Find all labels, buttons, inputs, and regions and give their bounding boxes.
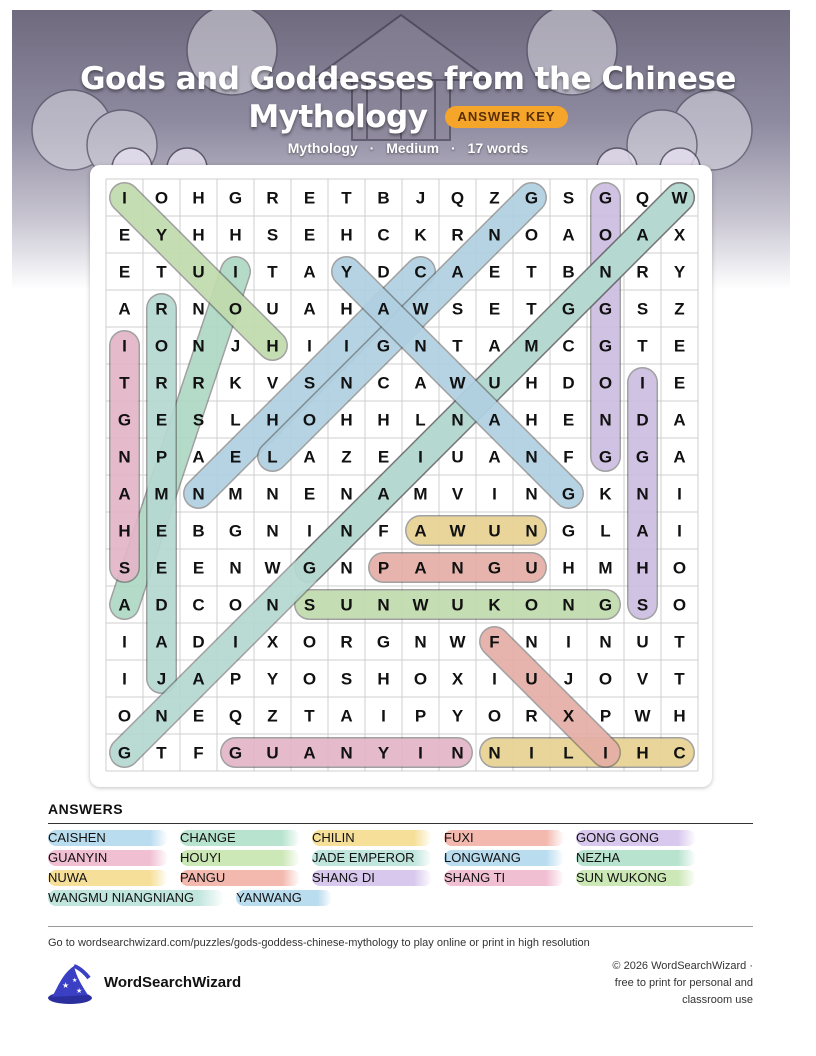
grid-letter: N bbox=[266, 484, 279, 504]
grid-letter: U bbox=[636, 632, 649, 652]
grid-letter: I bbox=[677, 484, 682, 504]
grid-letter: F bbox=[378, 521, 389, 541]
grid-letter: E bbox=[192, 706, 205, 726]
grid-letter: I bbox=[122, 336, 127, 356]
grid-letter: Y bbox=[266, 669, 279, 689]
grid-letter: M bbox=[524, 336, 539, 356]
grid-letter: I bbox=[418, 447, 423, 467]
grid-letter: A bbox=[414, 521, 427, 541]
grid-letter: S bbox=[340, 669, 353, 689]
grid-letter: A bbox=[118, 299, 131, 319]
grid-letter: V bbox=[636, 669, 649, 689]
grid-letter: T bbox=[341, 188, 352, 208]
grid-letter: G bbox=[228, 743, 243, 763]
grid-letter: G bbox=[598, 336, 613, 356]
grid-letter: A bbox=[303, 262, 316, 282]
grid-letter: G bbox=[598, 447, 613, 467]
grid-letter: U bbox=[451, 595, 464, 615]
grid-letter: W bbox=[671, 188, 688, 208]
grid-letter: N bbox=[377, 595, 390, 615]
grid-letter: S bbox=[636, 299, 649, 319]
grid-letter: G bbox=[561, 299, 576, 319]
grid-letter: P bbox=[229, 669, 242, 689]
grid-letter: O bbox=[228, 299, 243, 319]
grid-letter: O bbox=[598, 373, 613, 393]
grid-letter: U bbox=[525, 558, 538, 578]
grid-letter: P bbox=[414, 706, 427, 726]
answer-word: JADE EMPEROR bbox=[312, 850, 432, 866]
grid-letter: H bbox=[340, 225, 353, 245]
grid-letter: T bbox=[452, 336, 463, 356]
grid-letter: P bbox=[377, 558, 390, 578]
grid-letter: H bbox=[266, 410, 279, 430]
grid-letter: N bbox=[636, 484, 649, 504]
grid-letter: H bbox=[525, 410, 538, 430]
answer-word: WANGMU NIANGNIANG bbox=[48, 890, 224, 906]
grid-letter: I bbox=[418, 743, 423, 763]
grid-letter: G bbox=[487, 558, 502, 578]
copyright-line: © 2026 WordSearchWizard · bbox=[612, 960, 753, 972]
grid-letter: C bbox=[377, 225, 390, 245]
grid-letter: N bbox=[340, 558, 353, 578]
grid-letter: O bbox=[302, 669, 317, 689]
grid-letter: C bbox=[562, 336, 575, 356]
grid-letter: Y bbox=[340, 262, 353, 282]
grid-letter: A bbox=[340, 706, 353, 726]
grid-letter: O bbox=[154, 188, 169, 208]
grid-letter: C bbox=[377, 373, 390, 393]
grid-letter: E bbox=[229, 447, 242, 467]
grid-letter: G bbox=[376, 336, 391, 356]
grid-letter: N bbox=[192, 484, 205, 504]
title-line-1: Gods and Goddesses from the Chinese bbox=[80, 61, 736, 97]
grid-letter: S bbox=[636, 595, 649, 615]
grid-letter: A bbox=[118, 595, 131, 615]
grid-letter: R bbox=[451, 225, 464, 245]
grid-letter: I bbox=[344, 336, 349, 356]
grid-letter: U bbox=[340, 595, 353, 615]
grid-letter: T bbox=[156, 262, 167, 282]
grid-letter: O bbox=[672, 595, 687, 615]
grid-letter: Z bbox=[267, 706, 278, 726]
grid-letter: M bbox=[154, 484, 169, 504]
grid-letter: N bbox=[525, 484, 538, 504]
grid-letter: T bbox=[267, 262, 278, 282]
grid-letter: M bbox=[598, 558, 613, 578]
grid-letter: G bbox=[117, 410, 132, 430]
grid-letter: A bbox=[377, 484, 390, 504]
grid-letter: A bbox=[451, 262, 464, 282]
grid-letter: A bbox=[673, 447, 686, 467]
grid-letter: G bbox=[376, 632, 391, 652]
grid-letter: S bbox=[303, 595, 316, 615]
grid-letter: N bbox=[525, 632, 538, 652]
grid-letter: N bbox=[118, 447, 131, 467]
grid-letter: T bbox=[304, 706, 315, 726]
grid-letter: O bbox=[154, 336, 169, 356]
grid-letter: Z bbox=[341, 447, 352, 467]
grid-letter: T bbox=[526, 299, 537, 319]
grid-letter: B bbox=[377, 188, 390, 208]
grid-letter: U bbox=[488, 373, 501, 393]
grid-letter: H bbox=[229, 225, 242, 245]
answer-word: CHILIN bbox=[312, 830, 432, 846]
grid-letter: E bbox=[155, 410, 168, 430]
grid-letter: G bbox=[524, 188, 539, 208]
grid-letter: E bbox=[673, 373, 686, 393]
grid-letter: J bbox=[230, 336, 241, 356]
grid-letter: A bbox=[192, 669, 205, 689]
grid-letter: T bbox=[119, 373, 130, 393]
grid-letter: N bbox=[192, 299, 205, 319]
answer-key-badge: ANSWER KEY bbox=[445, 106, 567, 128]
grid-letter: J bbox=[563, 669, 574, 689]
grid-letter: G bbox=[598, 299, 613, 319]
grid-letter: I bbox=[529, 743, 534, 763]
grid-letter: I bbox=[566, 632, 571, 652]
wizard-hat-icon bbox=[46, 962, 94, 1006]
grid-letter: A bbox=[303, 299, 316, 319]
grid-letter: X bbox=[451, 669, 464, 689]
grid-letter: T bbox=[674, 669, 685, 689]
copyright-line: classroom use bbox=[682, 994, 753, 1006]
grid-letter: H bbox=[266, 336, 279, 356]
grid-letter: O bbox=[598, 669, 613, 689]
grid-letter: B bbox=[562, 262, 575, 282]
grid-letter: R bbox=[192, 373, 205, 393]
grid-letter: G bbox=[302, 558, 317, 578]
grid-letter: A bbox=[562, 225, 575, 245]
grid-letter: E bbox=[488, 262, 501, 282]
grid-letter: N bbox=[266, 521, 279, 541]
grid-letter: R bbox=[155, 373, 168, 393]
grid-letter: O bbox=[487, 706, 502, 726]
grid-letter: G bbox=[635, 447, 650, 467]
copyright-text bbox=[563, 958, 753, 1009]
grid-letter: U bbox=[266, 743, 279, 763]
svg-text:★: ★ bbox=[76, 988, 83, 995]
grid-letter: N bbox=[525, 521, 538, 541]
grid-letter: D bbox=[155, 595, 168, 615]
grid-letter: D bbox=[636, 410, 649, 430]
grid-letter: K bbox=[599, 484, 612, 504]
grid-letter: R bbox=[155, 299, 168, 319]
answer-word: FUXI bbox=[444, 830, 564, 846]
grid-letter: W bbox=[634, 706, 651, 726]
grid-letter: H bbox=[636, 558, 649, 578]
grid-letter: N bbox=[599, 410, 612, 430]
grid-letter: C bbox=[414, 262, 427, 282]
grid-letter: Z bbox=[489, 188, 500, 208]
grid-letter: E bbox=[155, 521, 168, 541]
grid-letter: S bbox=[562, 188, 575, 208]
grid-letter: A bbox=[488, 410, 501, 430]
grid-letter: A bbox=[192, 447, 205, 467]
answer-word: HOUYI bbox=[180, 850, 300, 866]
grid-letter: X bbox=[673, 225, 686, 245]
grid-letter: O bbox=[228, 595, 243, 615]
grid-letter: N bbox=[340, 373, 353, 393]
footer-url-text: Go to wordsearchwizard.com/puzzles/gods-goddess-chinese-mythology to play online or print in high resolution bbox=[48, 937, 590, 949]
grid-letter: S bbox=[266, 225, 279, 245]
grid-letter: X bbox=[562, 706, 575, 726]
grid-letter: I bbox=[307, 521, 312, 541]
grid-letter: Y bbox=[451, 706, 464, 726]
grid-letter: W bbox=[264, 558, 281, 578]
grid-letter: B bbox=[192, 521, 205, 541]
grid-letter: H bbox=[340, 299, 353, 319]
grid-letter: N bbox=[488, 225, 501, 245]
grid-letter: I bbox=[677, 521, 682, 541]
grid-letter: Y bbox=[673, 262, 686, 282]
grid-letter: N bbox=[451, 410, 464, 430]
grid-letter: N bbox=[414, 632, 427, 652]
grid-letter: A bbox=[155, 632, 168, 652]
grid-letter: R bbox=[525, 706, 538, 726]
grid-letter: O bbox=[672, 558, 687, 578]
answer-word: YANWANG bbox=[236, 890, 332, 906]
answer-word: PANGU bbox=[180, 870, 300, 886]
brand-name: WordSearchWizard bbox=[104, 974, 242, 991]
grid-letter: N bbox=[192, 336, 205, 356]
grid-letter: O bbox=[524, 225, 539, 245]
grid-letter: H bbox=[192, 188, 205, 208]
grid-letter: H bbox=[562, 558, 575, 578]
grid-letter: W bbox=[449, 521, 466, 541]
grid-letter: F bbox=[193, 743, 204, 763]
grid-letter: L bbox=[415, 410, 426, 430]
grid-letter: E bbox=[303, 225, 316, 245]
grid-letter: E bbox=[488, 299, 501, 319]
grid-letter: D bbox=[562, 373, 575, 393]
grid-letter: A bbox=[488, 336, 501, 356]
grid-letter: C bbox=[673, 743, 686, 763]
puzzle-svg bbox=[90, 165, 712, 787]
grid-letter: L bbox=[267, 447, 278, 467]
grid-letter: I bbox=[492, 484, 497, 504]
grid-letter: R bbox=[636, 262, 649, 282]
grid-letter: E bbox=[155, 558, 168, 578]
grid-letter: T bbox=[674, 632, 685, 652]
grid-letter: E bbox=[118, 225, 131, 245]
answers-heading: ANSWERS bbox=[48, 801, 124, 817]
grid-letter: D bbox=[377, 262, 390, 282]
grid-letter: G bbox=[598, 188, 613, 208]
grid-letter: S bbox=[118, 558, 131, 578]
grid-letter: Q bbox=[450, 188, 465, 208]
grid-letter: N bbox=[562, 595, 575, 615]
grid-letter: O bbox=[524, 595, 539, 615]
grid-letter: N bbox=[340, 743, 353, 763]
grid-letter: Q bbox=[635, 188, 650, 208]
svg-text:★: ★ bbox=[72, 978, 78, 984]
grid-letter: N bbox=[340, 521, 353, 541]
grid-letter: A bbox=[118, 484, 131, 504]
grid-letter: E bbox=[118, 262, 131, 282]
grid-letter: G bbox=[598, 595, 613, 615]
answer-word: GUANYIN bbox=[48, 850, 168, 866]
grid-letter: N bbox=[451, 558, 464, 578]
grid-letter: A bbox=[303, 743, 316, 763]
grid-letter: X bbox=[266, 632, 279, 652]
grid-letter: J bbox=[156, 669, 167, 689]
grid-letter: E bbox=[562, 410, 575, 430]
answer-word: LONGWANG bbox=[444, 850, 564, 866]
grid-letter: D bbox=[192, 632, 205, 652]
title-line-2: Mythology bbox=[248, 99, 428, 135]
grid-letter: I bbox=[307, 336, 312, 356]
difficulty-label: Medium bbox=[386, 140, 440, 156]
grid-letter: E bbox=[303, 188, 316, 208]
grid-letter: L bbox=[563, 743, 574, 763]
grid-letter: T bbox=[526, 262, 537, 282]
grid-letter: M bbox=[228, 484, 243, 504]
grid-letter: O bbox=[302, 632, 317, 652]
grid-letter: A bbox=[377, 299, 390, 319]
answers-list bbox=[48, 830, 768, 906]
grid-letter: I bbox=[122, 632, 127, 652]
grid-letter: A bbox=[636, 225, 649, 245]
grid-letter: G bbox=[228, 188, 243, 208]
grid-letter: M bbox=[413, 484, 428, 504]
grid-letter: N bbox=[488, 743, 501, 763]
grid-letter: I bbox=[122, 669, 127, 689]
grid-letter: N bbox=[599, 262, 612, 282]
footer-divider bbox=[48, 926, 753, 927]
answers-divider bbox=[48, 823, 753, 824]
grid-letter: V bbox=[266, 373, 279, 393]
grid-letter: G bbox=[228, 521, 243, 541]
grid-letter: N bbox=[340, 484, 353, 504]
grid-letter: Y bbox=[377, 743, 390, 763]
answer-word: CAISHEN bbox=[48, 830, 168, 846]
grid-letter: N bbox=[155, 706, 168, 726]
grid-letter: G bbox=[117, 743, 132, 763]
grid-letter: R bbox=[266, 188, 279, 208]
grid-letter: O bbox=[117, 706, 132, 726]
copyright-line: free to print for personal and bbox=[614, 977, 753, 989]
grid-letter: H bbox=[636, 743, 649, 763]
grid-letter: N bbox=[229, 558, 242, 578]
grid-letter: A bbox=[414, 373, 427, 393]
grid-letter: U bbox=[451, 447, 464, 467]
grid-letter: G bbox=[561, 484, 576, 504]
svg-text:★: ★ bbox=[62, 981, 70, 990]
grid-letter: U bbox=[192, 262, 205, 282]
grid-letter: G bbox=[561, 521, 576, 541]
grid-letter: H bbox=[525, 373, 538, 393]
meta-separator: · bbox=[450, 140, 456, 156]
grid-letter: S bbox=[451, 299, 464, 319]
grid-letter: N bbox=[451, 743, 464, 763]
grid-letter: A bbox=[414, 558, 427, 578]
answer-word: SUN WUKONG bbox=[576, 870, 696, 886]
grid-letter: P bbox=[155, 447, 168, 467]
word-count-label: 17 words bbox=[467, 140, 529, 156]
grid-letter: R bbox=[340, 632, 353, 652]
answer-word: CHANGE bbox=[180, 830, 300, 846]
grid-letter: K bbox=[229, 373, 242, 393]
grid-letter: A bbox=[673, 410, 686, 430]
category-label: Mythology bbox=[287, 140, 358, 156]
grid-letter: K bbox=[488, 595, 501, 615]
grid-letter: P bbox=[599, 706, 612, 726]
grid-letter: S bbox=[192, 410, 205, 430]
grid-letter: O bbox=[413, 669, 428, 689]
grid-letter: I bbox=[122, 188, 127, 208]
grid-letter: L bbox=[600, 521, 611, 541]
grid-letter: I bbox=[640, 373, 645, 393]
answer-word: SHANG DI bbox=[312, 870, 432, 886]
puzzle-meta bbox=[0, 140, 816, 156]
grid-letter: U bbox=[488, 521, 501, 541]
grid-letter: J bbox=[415, 188, 426, 208]
grid-letter: N bbox=[414, 336, 427, 356]
grid-letter: O bbox=[598, 225, 613, 245]
grid-letter: E bbox=[303, 484, 316, 504]
grid-letter: W bbox=[449, 373, 466, 393]
grid-letter: F bbox=[489, 632, 500, 652]
grid-letter: U bbox=[266, 299, 279, 319]
grid-letter: T bbox=[637, 336, 648, 356]
grid-letter: N bbox=[525, 447, 538, 467]
answer-word: NUWA bbox=[48, 870, 168, 886]
grid-letter: I bbox=[233, 262, 238, 282]
answer-word: GONG GONG bbox=[576, 830, 696, 846]
grid-letter: W bbox=[449, 632, 466, 652]
grid-letter: H bbox=[673, 706, 686, 726]
grid-letter: E bbox=[192, 558, 205, 578]
grid-letter: N bbox=[599, 632, 612, 652]
grid-letter: E bbox=[377, 447, 390, 467]
puzzle-title bbox=[0, 60, 816, 136]
grid-letter: I bbox=[492, 669, 497, 689]
meta-separator: · bbox=[369, 140, 375, 156]
grid-letter: A bbox=[303, 447, 316, 467]
grid-letter: Q bbox=[228, 706, 243, 726]
word-search-grid bbox=[90, 165, 712, 787]
grid-letter: H bbox=[118, 521, 131, 541]
grid-letter: C bbox=[192, 595, 205, 615]
grid-letter: A bbox=[636, 521, 649, 541]
grid-letter: F bbox=[563, 447, 574, 467]
grid-letter: A bbox=[488, 447, 501, 467]
grid-letter: Z bbox=[674, 299, 685, 319]
grid-letter: E bbox=[673, 336, 686, 356]
grid-letter: Y bbox=[155, 225, 168, 245]
grid-letter: H bbox=[340, 410, 353, 430]
grid-letter: N bbox=[266, 595, 279, 615]
grid-letter: H bbox=[377, 410, 390, 430]
answer-word: NEZHA bbox=[576, 850, 696, 866]
grid-letter: T bbox=[156, 743, 167, 763]
grid-letter: W bbox=[412, 595, 429, 615]
grid-letter: H bbox=[377, 669, 390, 689]
grid-letter: H bbox=[192, 225, 205, 245]
grid-letter: L bbox=[230, 410, 241, 430]
answer-word: SHANG TI bbox=[444, 870, 564, 886]
grid-letter: K bbox=[414, 225, 427, 245]
grid-letter: I bbox=[381, 706, 386, 726]
grid-letter: O bbox=[302, 410, 317, 430]
grid-letter: W bbox=[412, 299, 429, 319]
grid-letter: I bbox=[603, 743, 608, 763]
grid-letter: I bbox=[233, 632, 238, 652]
grid-letter: V bbox=[451, 484, 464, 504]
grid-letter: S bbox=[303, 373, 316, 393]
grid-letter: U bbox=[525, 669, 538, 689]
